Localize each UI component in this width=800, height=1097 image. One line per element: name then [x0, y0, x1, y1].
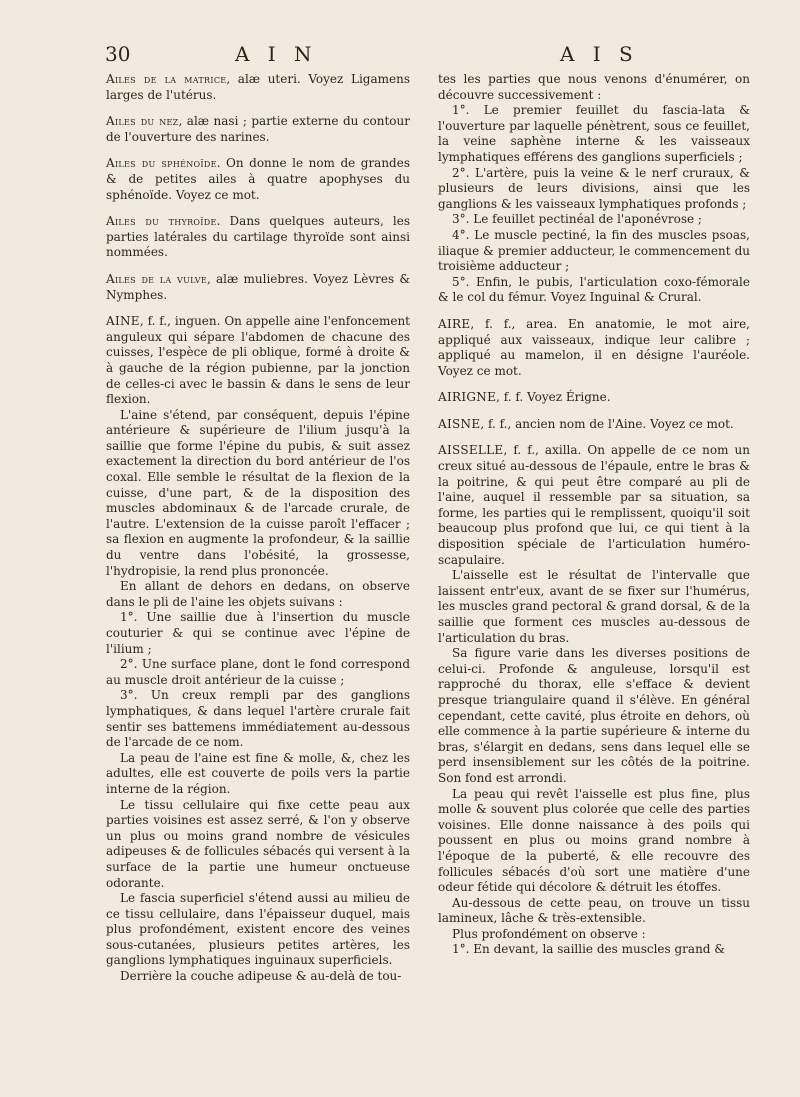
paragraph: Le fascia superficiel s'étend aussi au milieu de ce tissu cellulaire, dans l'épaisseur duquel, mais plus profondément, existent encore des veines sous-cutanées, plusieurs petites artères, les ganglions lymphatiques inguinaux superficiels.	[106, 891, 410, 968]
paragraph: Le tissu cellulaire qui fixe cette peau aux parties voisines est assez serré, & l'on y observe un plus ou moins grand nombre de vésicules adipeuses & de follicules sébacés qui versent à la surface de la partie une humeur onctueuse odorante.	[106, 797, 410, 890]
entry-headword: Ailes du nez	[106, 114, 179, 129]
paragraph: 5°. Enfin, le pubis, l'articulation coxo-fémorale & le col du fémur. Voyez Inguinal & Crural.	[438, 274, 750, 305]
entry-headword: Ailes de la vulve	[106, 271, 208, 286]
paragraph: 2°. Une surface plane, dont le fond correspond au muscle droit antérieur de la cuisse ;	[106, 657, 410, 687]
entry-headword: Ailes du thyroïde	[106, 214, 217, 229]
paragraph: Au-dessous de cette peau, on trouve un tissu lamineux, lâche & très-extensible.	[438, 895, 750, 926]
paragraph: 4°. Le muscle pectiné, la fin des muscles psoas, iliaque & premier adducteur, le commencement du troisième adducteur ;	[438, 227, 750, 274]
entry-text: , f. f., inguen. On appelle aine l'enfoncement anguleux qui sépare l'abdomen de chacune des cuisses, l'espèce de pli oblique, formé à droite & à gauche de la région pubienne, par la jonction de celles-ci avec le bassin & dans le sens de leur flexion.	[106, 314, 410, 407]
paragraph: tes les parties que nous venons d'énumérer, on découvre successivement :	[438, 72, 750, 102]
dictionary-entry	[106, 156, 410, 203]
page-number: 30	[105, 42, 131, 66]
paragraph: 3°. Un creux rempli par des ganglions lymphatiques, & dans lequel l'artère crurale fait sentir ses battemens immédiatement au-dessous de l'arcade de ce nom.	[106, 688, 410, 750]
left-column	[106, 72, 410, 985]
dictionary-entry	[106, 72, 410, 103]
running-head-left: A I N	[235, 42, 318, 66]
entry-headword: AISSELLE	[438, 443, 504, 458]
dictionary-entry	[438, 417, 750, 433]
right-column	[438, 72, 750, 958]
paragraph: 1°. Une saillie due à l'insertion du muscle couturier & qui se continue avec l'épine de l'ilium ;	[106, 610, 410, 656]
paragraph: En allant de dehors en dedans, on observe dans le pli de l'aine les objets suivans :	[106, 579, 410, 609]
entry-headword: Ailes de la matrice	[106, 72, 227, 86]
paragraph: La peau qui revêt l'aisselle est plus fine, plus molle & souvent plus colorée que celle des parties voisines. Elle donne naissance à des poils qui poussent en plus ou moins grand nombre à l'époque de la puberté, & elle recouvre des follicules sébacés d'où sort une matière d'une odeur fétide qui décolore & détruit les étoffes.	[438, 786, 750, 895]
entry-headword: AIRE	[438, 316, 471, 331]
entry-text: . Dans quelques auteurs, les parties latérales du cartilage thyroïde sont ainsi nommées.	[106, 214, 410, 260]
paragraph: L'aisselle est le résultat de l'intervalle que laissent entr'eux, avant de se fixer sur l'humérus, les muscles grand pectoral & grand dorsal, & de la saillie que forment ces muscles au-dessous de l'articulation du bras.	[438, 568, 750, 645]
paragraph: Sa figure varie dans les diverses positions de celui-ci. Profonde & anguleuse, lorsqu'il est rapproché du thorax, elle s'efface & devient presque triangulaire quand il s'élève. En général cependant, cette cavité, plus étroite en dehors, où elle commence à la partie supérieure & interne du bras, s'élargit en dedans, sens dans lequel elle se perd insensiblement sur les côtés de la poitrine. Son fond est arrondi.	[438, 646, 750, 785]
entry-text: , f. f. Voyez Érigne.	[496, 390, 611, 405]
entry-headword: AISNE	[438, 416, 481, 431]
paragraph: Derrière la couche adipeuse & au-delà de tou-	[120, 969, 402, 984]
dictionary-entry	[106, 214, 410, 261]
paragraph: 1°. Le premier feuillet du fascia-lata & l'ouverture par laquelle pénètrent, sous ce feuillet, la veine saphène interne & les vaisseaux lymphatiques efférens des ganglions superficiels ;	[438, 103, 750, 164]
entry-headword: AIRIGNE	[438, 390, 497, 405]
entry-headword: AINE	[106, 314, 140, 329]
dictionary-entry	[438, 390, 750, 406]
dictionary-entry	[438, 317, 750, 379]
dictionary-entry	[106, 314, 410, 408]
paragraph: Plus profondément on observe :	[452, 926, 646, 941]
entry-headword: Ailes du sphénoïde	[106, 156, 217, 171]
dictionary-entry	[106, 114, 410, 145]
page-header	[0, 38, 800, 68]
paragraph: La peau de l'aine est fine & molle, &, chez les adultes, elle est couverte de poils vers la partie interne de la région.	[106, 750, 410, 796]
entry-text: , f. f., area. En anatomie, le mot aire, appliqué aux vaisseaux, indique leur calibre ; appliqué au mamelon, il en désigne l'auréole. Voyez ce mot.	[438, 316, 750, 378]
paragraph: 1°. En devant, la saillie des muscles grand &	[452, 942, 725, 957]
entry-text: , f. f., ancien nom de l'Aine. Voyez ce mot.	[480, 416, 734, 431]
paragraph: L'aine s'étend, par conséquent, depuis l'épine antérieure & supérieure de l'ilium jusqu'à la saillie que forme l'épine du pubis, & suit assez exactement la direction du bord antérieur de l'os coxal. Elle semble le résultat de la flexion de la cuisse, d'une part, & de la disposition des muscles abdominaux & de l'arcade crurale, de l'autre. L'extension de la cuisse paroît l'effacer ; sa flexion en augmente la profondeur, & la saillie du ventre dans l'obésité, la grossesse, l'hydropisie, la rend plus prononcée.	[106, 407, 410, 578]
dictionary-entry	[106, 272, 410, 303]
paragraph: 2°. L'artère, puis la veine & le nerf cruraux, & plusieurs de leurs divisions, ainsi que les ganglions & les vaisseaux lymphatiques profonds ;	[438, 165, 750, 211]
running-head-right: A I S	[560, 42, 639, 66]
entry-text: , alæ muliebres. Voyez Lèvres & Nymphes.	[106, 271, 410, 302]
paragraph: 3°. Le feuillet pectinéal de l'aponévrose ;	[452, 212, 702, 227]
entry-text: , alæ uteri. Voyez Ligamens larges de l'utérus.	[106, 72, 410, 102]
entry-text: , f. f., axilla. On appelle de ce nom un creux situé au-dessous de l'épaule, entre le bras & la poitrine, & qui peut être comparé au pli de l'aine, auquel il ressemble par sa situation, sa forme, les parties qui le remplissent, quoiqu'il soit beaucoup plus profond que lui, ce qui tient à la disposition spéciale de l'articulation huméro-scapulaire.	[438, 443, 750, 567]
dictionary-entry	[438, 443, 750, 568]
entry-text: , alæ nasi ; partie externe du contour de l'ouverture des narines.	[106, 114, 411, 144]
entry-text: . On donne le nom de grandes & de petites ailes à quatre apophyses du sphénoïde. Voyez ce mot.	[106, 156, 411, 202]
